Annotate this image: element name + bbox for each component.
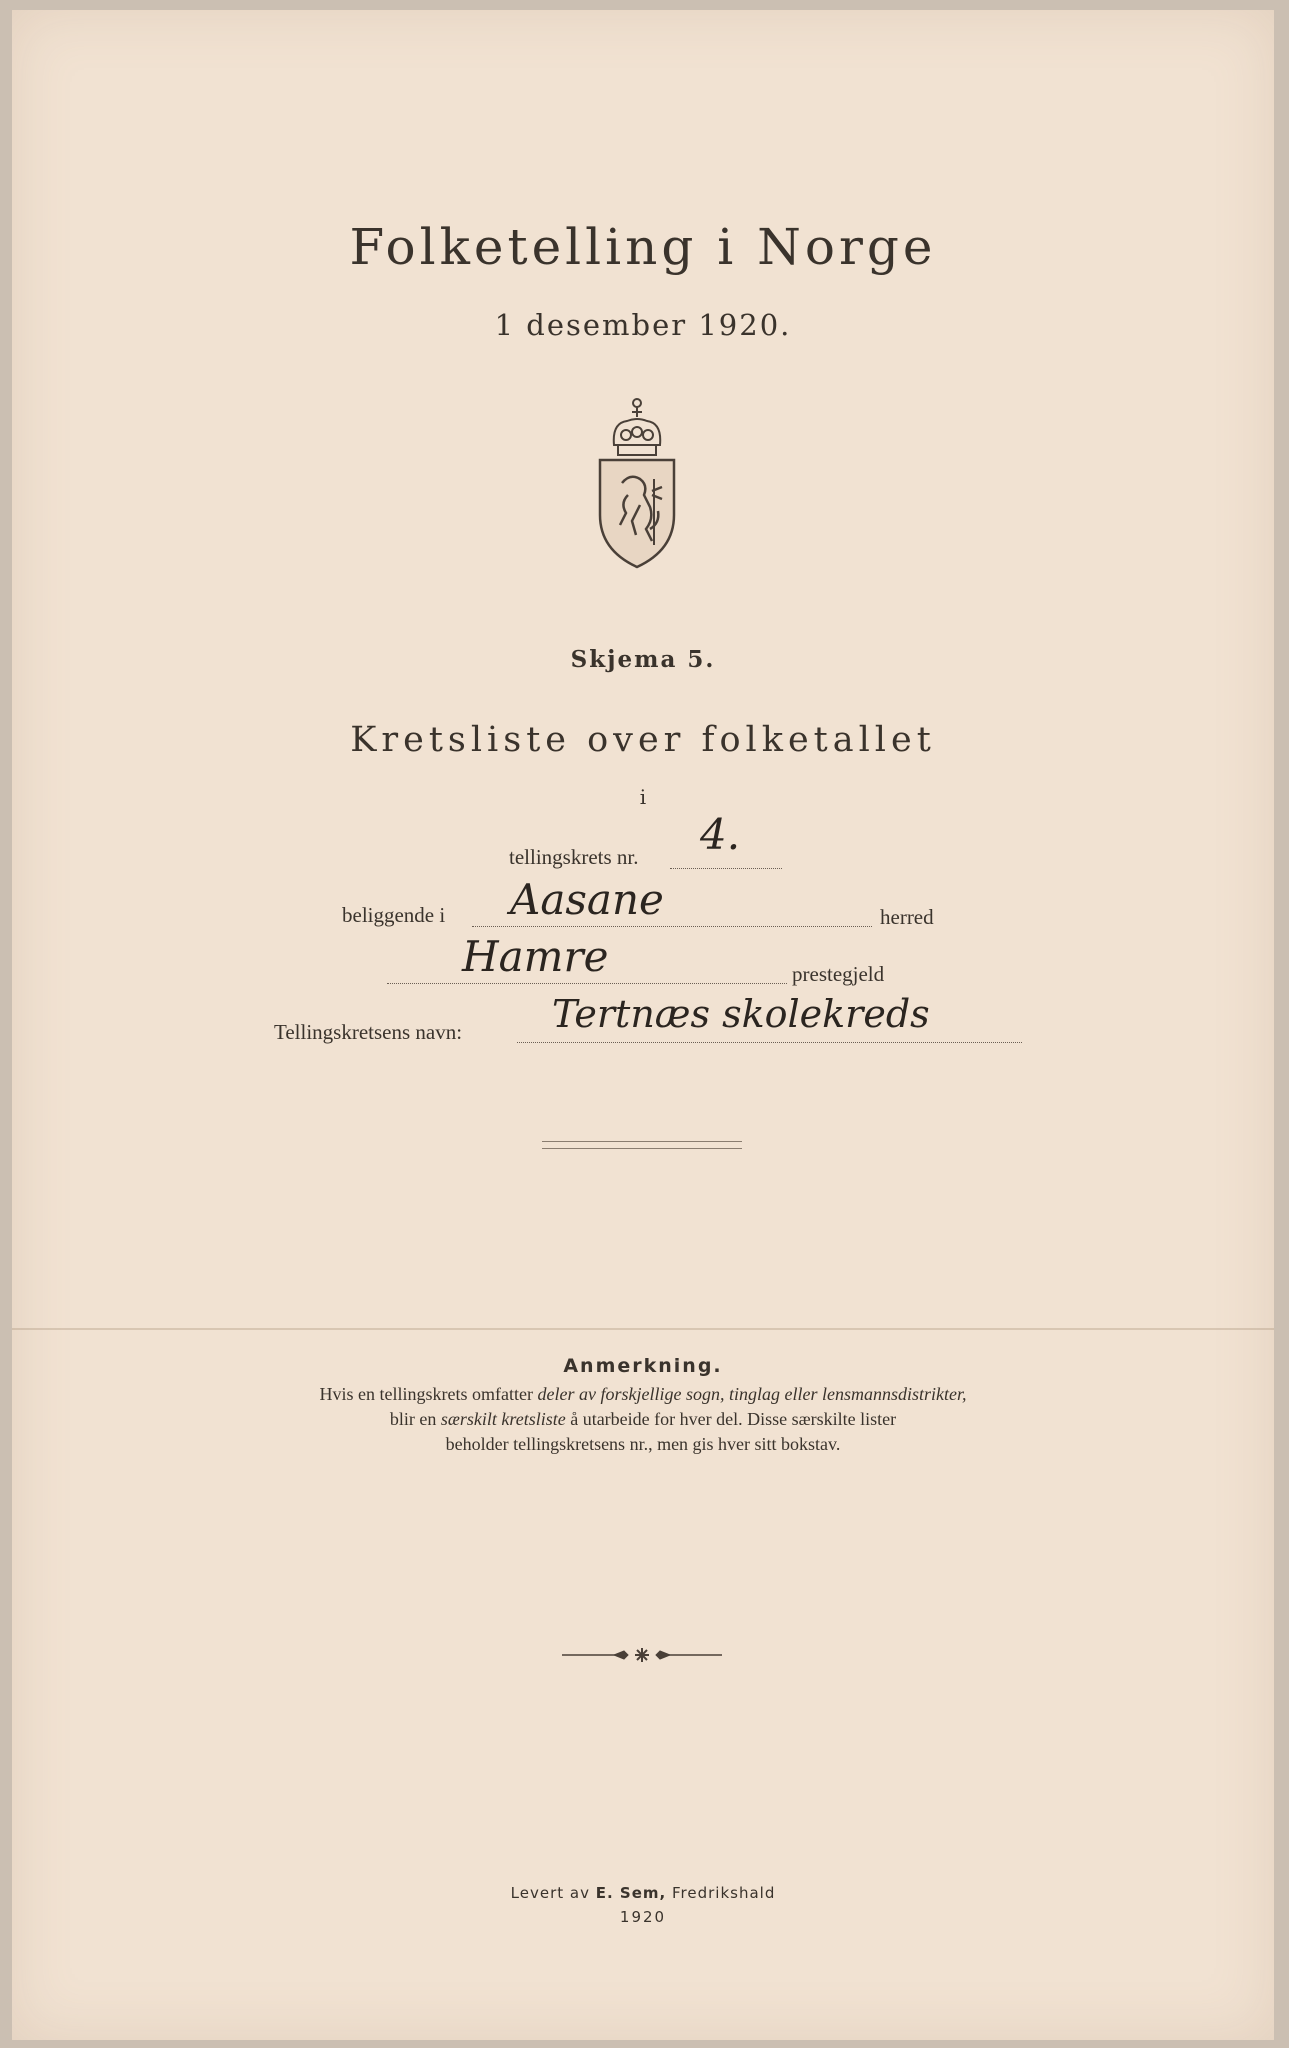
note-text: å utarbeide for hver del. Disse særskilte lister bbox=[565, 1409, 897, 1429]
schema-label: Skjema 5. bbox=[570, 646, 716, 673]
district-name-label: Tellingskretsens navn: bbox=[274, 1020, 463, 1044]
note-line-3: beholder tellingskretsens nr., men gis hver sitt bokstav. bbox=[445, 1434, 841, 1454]
district-name-line bbox=[517, 1042, 1022, 1043]
norwegian-coat-of-arms-icon bbox=[592, 395, 682, 574]
parish-label: prestegjeld bbox=[792, 962, 885, 986]
paper-fold bbox=[12, 1328, 1274, 1330]
printer-prefix: Levert av bbox=[510, 1884, 596, 1902]
connector-i: i bbox=[639, 785, 647, 809]
printer-credit bbox=[12, 1884, 1274, 1902]
parish-line bbox=[387, 983, 787, 984]
note-text: blir en bbox=[389, 1409, 441, 1429]
herred-label: herred bbox=[880, 905, 934, 929]
census-date: 1 desember 1920. bbox=[494, 308, 792, 342]
section-divider bbox=[542, 1141, 742, 1149]
printer-city: Fredrikshald bbox=[666, 1884, 776, 1902]
note-text: Hvis en tellingskrets omfatter bbox=[319, 1384, 538, 1404]
located-in-line bbox=[472, 926, 872, 927]
district-number-line bbox=[670, 868, 782, 869]
district-number-value: 4. bbox=[700, 810, 741, 859]
ornament-icon bbox=[552, 1645, 732, 1669]
page-title: Folketelling i Norge bbox=[349, 218, 937, 276]
district-name-value: Tertnæs skolekreds bbox=[552, 992, 930, 1036]
printer-year: 1920 bbox=[619, 1908, 667, 1926]
census-form-page bbox=[12, 10, 1274, 2040]
note-line-1 bbox=[12, 1384, 1274, 1405]
note-title: Anmerkning. bbox=[563, 1355, 723, 1377]
form-heading: Kretsliste over folketallet bbox=[350, 720, 936, 760]
district-number-label: tellingskrets nr. bbox=[509, 845, 639, 869]
printer-name: E. Sem, bbox=[595, 1884, 667, 1902]
parish-value: Hamre bbox=[462, 932, 609, 981]
note-line-2 bbox=[12, 1409, 1274, 1430]
note-emphasis: særskilt kretsliste bbox=[440, 1409, 566, 1429]
located-in-label: beliggende i bbox=[342, 903, 446, 927]
municipality-value: Aasane bbox=[510, 875, 664, 924]
note-emphasis: deler av forskjellige sogn, tinglag eller lensmannsdistrikter, bbox=[537, 1384, 967, 1404]
